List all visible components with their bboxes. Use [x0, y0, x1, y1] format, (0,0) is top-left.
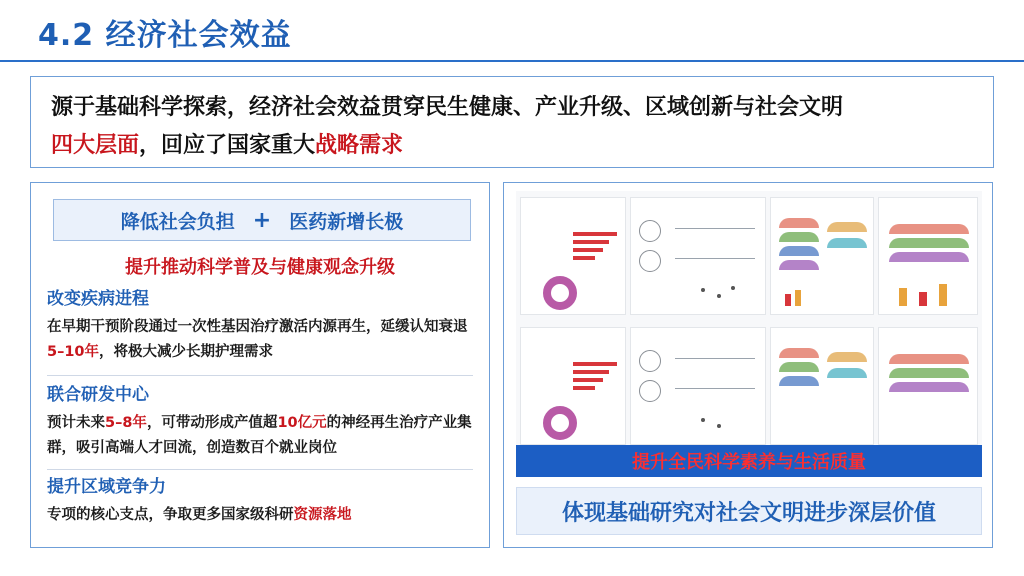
section-heading: 联合研发中心	[47, 385, 149, 405]
figure-panel	[878, 327, 978, 445]
intro-line-2	[51, 127, 973, 165]
body-text: ，将极大减少长期护理需求	[99, 344, 274, 360]
burden-growth-banner	[53, 199, 471, 241]
figure-panel	[630, 327, 766, 445]
banner-right-text: 医药新增长极	[289, 210, 404, 233]
intro-line-2-mid: ，回应了国家重大	[139, 133, 316, 158]
section-divider	[47, 469, 473, 470]
section-heading: 改变疾病进程	[47, 289, 149, 309]
banner-left-text: 降低社会负担	[120, 210, 235, 233]
figure-panel	[520, 327, 626, 445]
figure-panel	[770, 327, 874, 445]
figure-panel	[630, 197, 766, 315]
intro-highlight-strategy: 战略需求	[315, 133, 404, 158]
plus-icon: +	[252, 207, 272, 233]
figure-bottom-half	[516, 323, 982, 449]
section-regional-competitiveness	[47, 475, 473, 528]
body-text: 的神经再生治疗产业集群，吸引高端人才回流，创造数百个就业岗位	[47, 415, 472, 456]
science-popularization-subtitle: 提升推动科学普及与健康观念升级	[125, 257, 395, 278]
body-highlight: 资源落地	[293, 507, 352, 523]
quality-of-life-banner	[516, 445, 982, 477]
section-disease-progress	[47, 287, 473, 365]
figure-top-half	[516, 193, 982, 319]
body-highlight: 5–10年	[47, 344, 100, 360]
title-divider	[0, 60, 1024, 62]
section-body	[47, 315, 473, 365]
section-heading: 提升区域竞争力	[47, 477, 166, 497]
page-title: 4.2 经济社会效益	[38, 18, 292, 53]
body-highlight: 5–8年	[105, 415, 147, 431]
body-text: ，可带动形成产值超	[146, 415, 278, 431]
intro-line-1: 源于基础科学探索，经济社会效益贯穿民生健康、产业升级、区域创新与社会文明	[51, 95, 844, 120]
body-text: 专项的核心支点，争取更多国家级科研	[47, 507, 294, 523]
section-joint-rd-center	[47, 383, 473, 461]
intro-highlight-layers: 四大层面	[51, 133, 140, 158]
section-body	[47, 411, 473, 461]
body-text: 预计未来	[47, 415, 105, 431]
banner-text: 提升全民科学素养与生活质量	[632, 452, 866, 473]
civilization-value-caption: 体现基础研究对社会文明进步深层价值	[516, 487, 982, 535]
left-panel	[30, 182, 490, 548]
intro-box	[30, 76, 994, 168]
section-body	[47, 503, 473, 528]
research-figure-image	[516, 191, 982, 449]
section-divider	[47, 375, 473, 376]
body-highlight: 10亿元	[277, 415, 327, 431]
figure-panel	[878, 197, 978, 315]
figure-panel	[770, 197, 874, 315]
figure-panel	[520, 197, 626, 315]
body-text: 在早期干预阶段通过一次性基因治疗激活内源再生，延缓认知衰退	[47, 319, 468, 335]
right-panel	[503, 182, 993, 548]
